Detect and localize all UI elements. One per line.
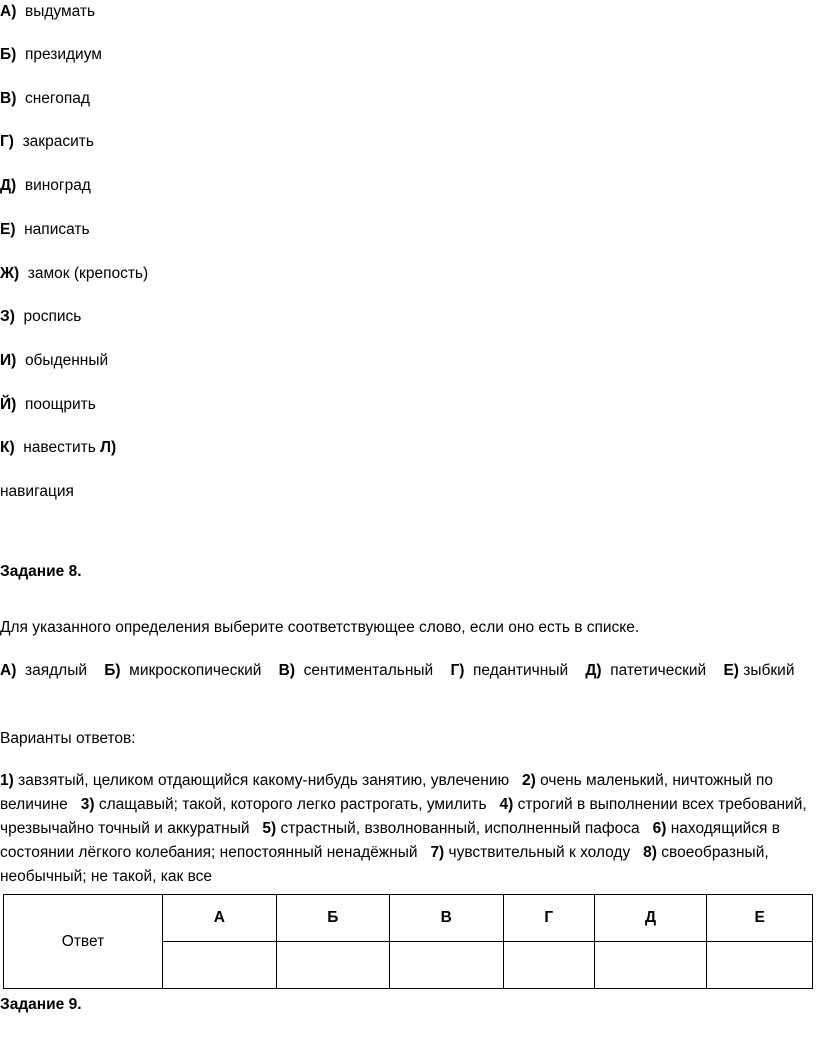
list-item	[0, 482, 74, 502]
answer-column-header: Е	[707, 895, 813, 942]
item-letter: В)	[0, 90, 17, 107]
item-letter: И)	[0, 352, 17, 369]
item-word: роспись	[23, 308, 82, 325]
item-word: виноград	[24, 177, 91, 194]
answer-column-header: Б	[276, 895, 389, 942]
item-letter: К)	[0, 439, 15, 456]
option-word: педантичный	[473, 662, 569, 679]
option-letter: Г)	[450, 662, 465, 679]
list-item	[0, 176, 91, 196]
list-item	[0, 45, 102, 65]
item-letter: Г)	[0, 133, 14, 150]
definition-text: строгий в выполнении всех требований, чрезвычайно точный и аккуратный	[0, 796, 807, 837]
list-item	[0, 438, 116, 458]
answer-cell[interactable]	[503, 942, 594, 989]
item-word: президиум	[24, 46, 102, 63]
item-word: навигация	[0, 483, 74, 500]
task-8-instruction: Для указанного определения выберите соответствующее слово, если оно есть в списке.	[0, 619, 640, 636]
option-letter: Б)	[104, 662, 121, 679]
definition-text: очень маленький, ничтожный по величине	[0, 772, 774, 813]
item-word: закрасить	[22, 133, 94, 150]
answer-cell[interactable]	[707, 942, 813, 989]
list-item	[0, 395, 96, 415]
task-8-options	[0, 659, 816, 683]
answer-table-header-row	[4, 895, 813, 942]
list-item	[0, 132, 94, 152]
item-letter: Й)	[0, 396, 17, 413]
answer-row-label: Ответ	[4, 895, 163, 989]
list-item	[0, 89, 90, 109]
answer-cell[interactable]	[389, 942, 503, 989]
answer-column-header: Д	[594, 895, 706, 942]
option-letter: А)	[0, 662, 17, 679]
list-item	[0, 307, 81, 327]
item-word: написать	[24, 221, 90, 238]
option-letter: Д)	[585, 662, 602, 679]
item-trailing-letter: Л)	[100, 439, 117, 456]
item-word: замок (крепость)	[27, 265, 149, 282]
answer-table	[3, 894, 813, 989]
answer-cell[interactable]	[594, 942, 706, 989]
item-letter: З)	[0, 308, 15, 325]
item-letter: Д)	[0, 177, 17, 194]
item-word: выдумать	[24, 3, 96, 20]
definition-text: своеобразный, необычный; не такой, как все	[0, 844, 769, 885]
definition-number: 3)	[80, 796, 95, 813]
task-8-title: Задание 8.	[0, 563, 82, 580]
item-word: поощрить	[24, 396, 96, 413]
definition-number: 1)	[0, 772, 14, 789]
answer-cell[interactable]	[163, 942, 277, 989]
option-word: сентиментальный	[303, 662, 434, 679]
task-8-definitions	[0, 769, 816, 889]
option-word: зыбкий	[743, 662, 795, 679]
definition-text: страстный, взволнованный, исполненный пафоса	[280, 820, 640, 837]
list-item	[0, 220, 90, 240]
option-word: заядлый	[24, 662, 87, 679]
option-letter: Е)	[723, 662, 739, 679]
definition-text: чувствительный к холоду	[448, 844, 631, 861]
answer-column-header: А	[163, 895, 277, 942]
definition-number: 4)	[499, 796, 514, 813]
option-word: патетический	[610, 662, 707, 679]
list-item	[0, 351, 108, 371]
option-word: микроскопический	[129, 662, 262, 679]
option-letter: В)	[278, 662, 296, 679]
definition-number: 7)	[430, 844, 445, 861]
answer-column-header: В	[389, 895, 503, 942]
item-word: навестить	[23, 439, 96, 456]
definition-number: 5)	[262, 820, 277, 837]
definition-text: завзятый, целиком отдающийся какому-нибудь занятию, увлечению	[18, 772, 510, 789]
definition-number: 2)	[522, 772, 536, 789]
item-letter: Ж)	[0, 265, 20, 282]
list-item	[0, 264, 148, 284]
definition-number: 8)	[643, 844, 657, 861]
definition-text: слащавый; такой, которого легко растрогать, умилить	[98, 796, 487, 813]
definition-number: 6)	[652, 820, 667, 837]
list-item	[0, 2, 95, 22]
answer-column-header: Г	[503, 895, 594, 942]
item-letter: Е)	[0, 221, 16, 238]
task-9-title: Задание 9.	[0, 996, 82, 1013]
answer-cell[interactable]	[276, 942, 389, 989]
definition-text: находящийся в состоянии лёгкого колебания; непостоянный ненадёжный	[0, 820, 780, 861]
item-letter: Б)	[0, 46, 17, 63]
item-word: снегопад	[24, 90, 90, 107]
item-word: обыденный	[24, 352, 109, 369]
variants-label: Варианты ответов:	[0, 730, 136, 747]
item-letter: А)	[0, 3, 17, 20]
